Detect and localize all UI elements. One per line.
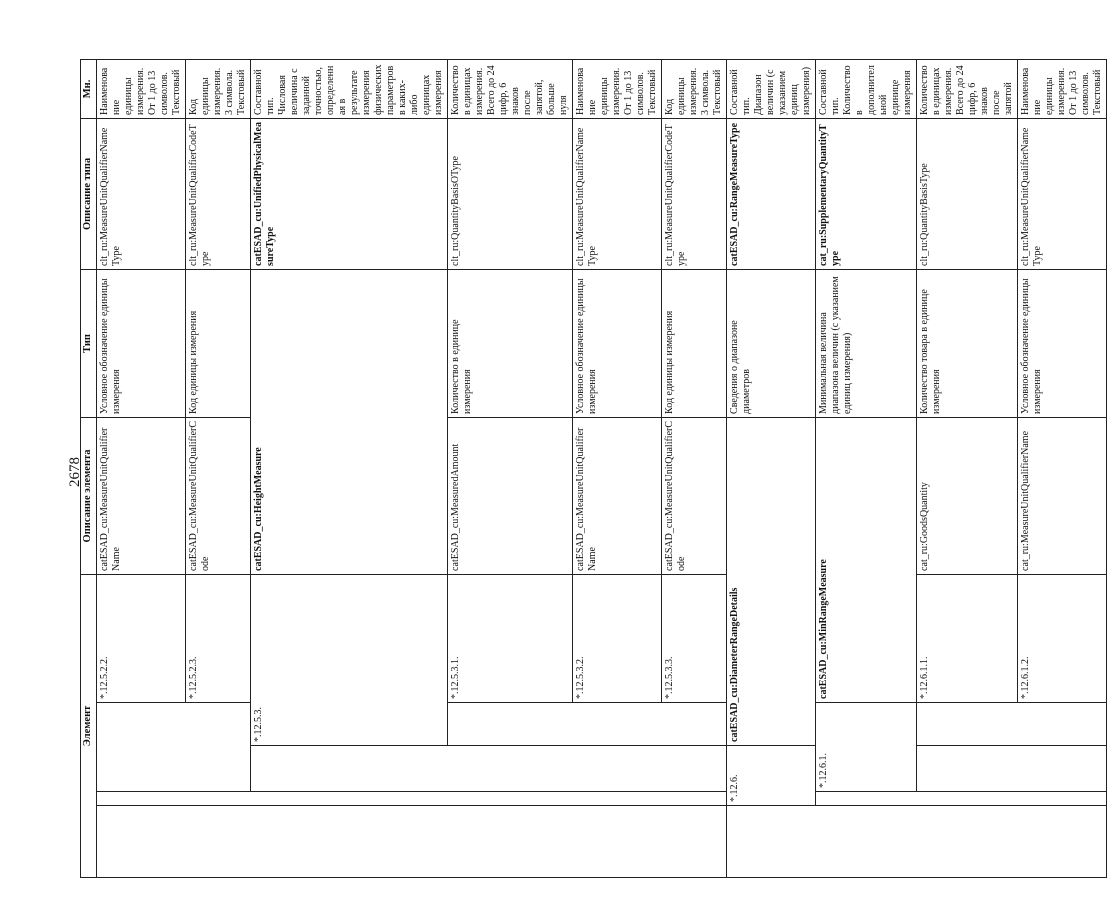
empty-cell [96, 703, 250, 792]
element-description: Код единицы измерения [661, 269, 726, 417]
element-name: catESAD_cu:MeasureUnitQualifierCode [661, 417, 726, 574]
element-number: *.12.5.3.1. [447, 574, 572, 702]
element-name: catESAD_cu:HeightMeasure [250, 269, 447, 574]
element-name: catESAD_cu:MinRangeMeasure [815, 417, 916, 702]
table-row [96, 59, 185, 877]
element-number: *.12.5.2.3. [185, 574, 250, 702]
element-cell [96, 574, 185, 702]
element-type: clt_ru:MeasureUnitQualifierCodeType [661, 118, 726, 269]
element-number: *.12.6.1. [815, 703, 916, 792]
element-name: cat_ru:GoodsQuantity [916, 417, 1017, 574]
empty-cell [726, 806, 1106, 878]
header-multiplicity: Мн. [81, 59, 97, 118]
element-number: *.12.6.1.2. [1017, 574, 1106, 702]
element-description: Количество товара в единице измерения [916, 269, 1017, 417]
table-header-row [81, 59, 97, 877]
element-name: catESAD_cu:MeasureUnitQualifierCode [185, 417, 250, 574]
header-element: Элемент [81, 574, 97, 877]
table-row [916, 59, 1017, 877]
header-type: Тип [81, 269, 97, 417]
type-description: Код единицы измерения. 3 символа. Текстовый [661, 59, 726, 118]
type-description: Составной тип. Числовая величина с заданной точностью, определенная в результате измерения физических параметров в каких-либо единицах измерения [250, 59, 447, 118]
element-name: catESAD_cu:MeasureUnitQualifierName [572, 417, 661, 574]
element-number: *.12.5.3. [250, 574, 447, 745]
table-row [815, 59, 916, 877]
empty-cell [96, 792, 726, 806]
empty-cell [250, 746, 726, 792]
type-description: Наименование единицы измерения. От 1 до 13 символов. Текстовый [96, 59, 185, 118]
type-description: Код единицы измерения. 3 символа. Текстовый [185, 59, 250, 118]
element-type: clt_ru:MeasureUnitQualifierNameType [572, 118, 661, 269]
element-name: catESAD_cu:MeasuredAmount [447, 417, 572, 574]
empty-cell [916, 703, 1106, 746]
empty-cell [447, 703, 726, 746]
type-description: Количество в единицах измерения. Всего до 24 цифр, 6 знаков после запятой, больше нуля [447, 59, 572, 118]
table-row [726, 59, 815, 877]
element-name: catESAD_cu:MeasureUnitQualifierName [96, 417, 185, 574]
element-number: *.12.6.1.1. [916, 574, 1017, 702]
table-row [250, 59, 447, 877]
element-description: Код единицы измерения [185, 269, 250, 417]
empty-cell [815, 792, 1106, 806]
element-type: catESAD_cu:RangeMeasureType [726, 118, 815, 269]
element-name: catESAD_cu:DiameterRangeDetails [726, 417, 815, 745]
element-description: Условное обозначение единицы измерения [1017, 269, 1106, 417]
type-description: Наименование единицы измерения. От 1 до 13 символов. Текстовый [572, 59, 661, 118]
element-number: *.12.5.2.2. [98, 656, 110, 699]
header-element-description: Описание элемента [81, 417, 97, 574]
element-type: clt_ru:QuantityBasisOType [447, 118, 572, 269]
element-description: Условное обозначение единицы измерения [96, 269, 185, 417]
element-description: Минимальная величина диапазона величин (с указанием единиц измерения) [815, 269, 916, 417]
rotated-table-container [80, 60, 1103, 878]
type-description: Составной тип. Диапазон величин (с указанием единиц измерения) [726, 59, 815, 118]
element-type: clt_ru:MeasureUnitQualifierNameType [96, 118, 185, 269]
element-type: clt_ru:QuantityBasisType [916, 118, 1017, 269]
element-description: Условное обозначение единицы измерения [572, 269, 661, 417]
element-description: Количество в единице измерения [447, 269, 572, 417]
type-description: Наименование единицы измерения. От 1 до 13 символов. Текстовый [1017, 59, 1106, 118]
element-type: clt_ru:MeasureUnitQualifierNameType [1017, 118, 1106, 269]
type-description: Количество в единицах измерения. Всего до 24 цифр, 6 знаков после запятой [916, 59, 1017, 118]
page-number: 2678 [67, 457, 83, 487]
element-number: *.12.5.3.2. [572, 574, 661, 702]
rotated-table-content [80, 60, 1103, 878]
element-number: *.12.6. [726, 746, 815, 806]
elements-table [80, 59, 1107, 878]
empty-cell [96, 806, 726, 878]
element-description: Сведения о диапазоне диаметров [726, 269, 815, 417]
header-type-description: Описание типа [81, 118, 97, 269]
element-number: *.12.5.3.3. [661, 574, 726, 702]
element-type: cat_ru:SupplementaryQuantityType [815, 118, 916, 269]
element-type: catESAD_cu:UnifiedPhysicalMeasureType [250, 118, 447, 269]
element-name: cat_ru:MeasureUnitQualifierName [1017, 417, 1106, 574]
empty-cell [916, 746, 1106, 792]
type-description: Составной тип. Количество в дополнительной единице измерения [815, 59, 916, 118]
element-type: clt_ru:MeasureUnitQualifierCodeType [185, 118, 250, 269]
